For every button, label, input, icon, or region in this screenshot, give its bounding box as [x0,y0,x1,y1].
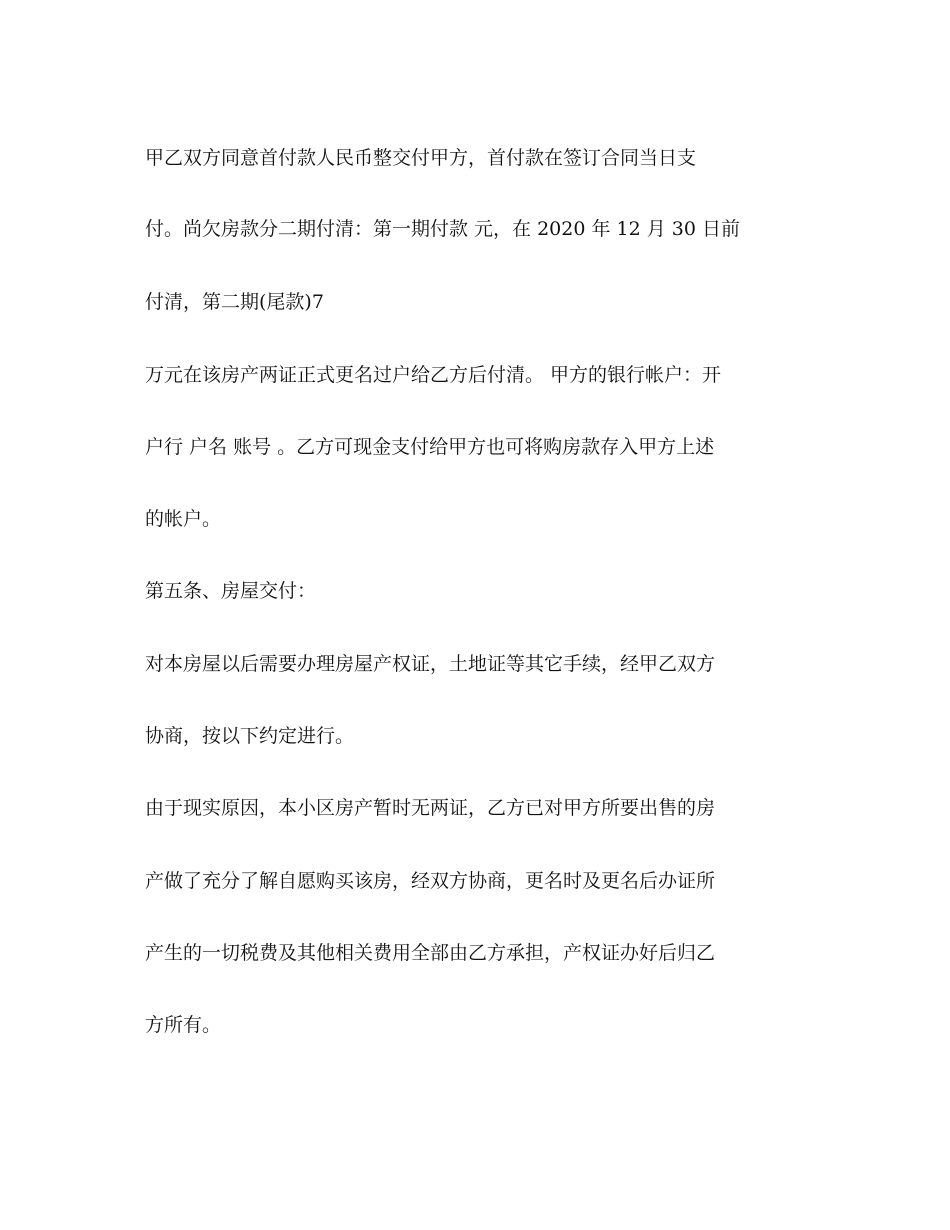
paragraph-line: 产做了充分了解自愿购买该房，经双方协商，更名时及更名后办证所 [145,870,716,892]
paragraph-line: 万元在该房产两证正式更名过户给乙方后付清。 甲方的银行帐户：开 [145,364,722,386]
paragraph-line: 的帐户。 [145,508,222,530]
paragraph-line: 户行 户名 账号 。乙方可现金支付给甲方也可将购房款存入甲方上述 [145,436,715,458]
paragraph-line: 甲乙双方同意首付款人民币整交付甲方，首付款在签订合同当日支 [145,147,697,169]
paragraph-line: 协商，按以下约定进行。 [145,725,355,747]
paragraph-line: 付清，第二期(尾款)7 [145,291,324,313]
paragraph-line: 由于现实原因，本小区房产暂时无两证，乙方已对甲方所要出售的房 [145,797,716,819]
paragraph-line: 产生的一切税费及其他相关费用全部由乙方承担，产权证办好后归乙 [145,942,716,964]
paragraph-line: 方所有。 [145,1014,222,1036]
paragraph-line: 对本房屋以后需要办理房屋产权证，土地证等其它手续，经甲乙双方 [145,653,716,675]
paragraph-line: 付。尚欠房款分二期付清：第一期付款 元，在 2020 年 12 月 30 日前 [145,218,740,240]
section-heading: 第五条、房屋交付： [145,580,317,602]
